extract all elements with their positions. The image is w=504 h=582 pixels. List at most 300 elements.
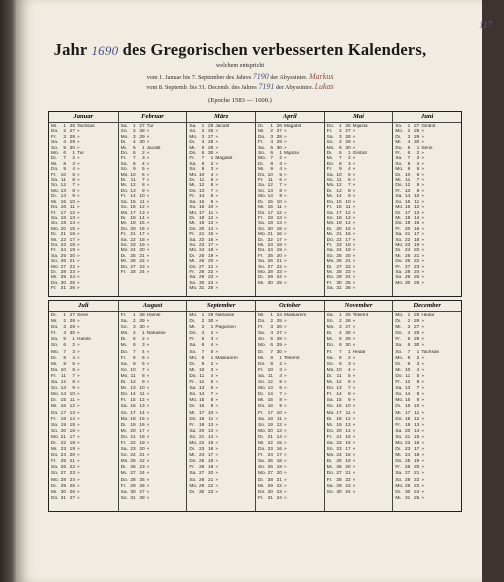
ethiopian-month: » [77, 167, 80, 173]
ethiopian-month: Sene [77, 313, 89, 318]
gregorian-day: 10 [60, 367, 66, 373]
gregorian-day: 24 [130, 453, 136, 459]
month-name: September [187, 301, 255, 312]
gregorian-day: 28 [198, 269, 205, 275]
weekday: So. [395, 237, 403, 243]
weekday: Mi. [189, 325, 196, 331]
weekday: Sa. [51, 380, 59, 386]
ethiopian-month: » [146, 319, 150, 325]
weekday: Di. [189, 253, 196, 259]
gregorian-day: 3 [201, 325, 205, 331]
ethiopian-month: » [352, 380, 356, 386]
weekday: Di. [257, 237, 264, 243]
ethiopian-day: 22 [345, 477, 351, 483]
gregorian-day: 9 [201, 361, 205, 367]
gregorian-day: 22 [267, 237, 273, 243]
ethiopian-day: 29 [207, 313, 214, 318]
weekday: Mi. [395, 367, 402, 373]
gregorian-day: 22 [267, 440, 273, 446]
ethiopian-day: 16 [345, 440, 351, 446]
day-list [49, 123, 118, 292]
ethiopian-month: » [215, 361, 218, 367]
weekday: So. [120, 367, 128, 373]
gregorian-day: 18 [60, 215, 66, 221]
title-prefix: Jahr [53, 40, 88, 59]
ethiopian-day: 7 [210, 392, 214, 398]
ethiopian-month: » [146, 199, 150, 205]
gregorian-day: 27 [336, 264, 342, 270]
ethiopian-month: » [77, 215, 80, 221]
ethiopian-day: 10 [413, 194, 420, 200]
weekday: Di. [51, 194, 57, 200]
ethiopian-month: » [352, 188, 356, 194]
weekday: Fr. [51, 134, 57, 140]
ethiopian-month: » [215, 477, 218, 483]
ethiopian-day: 30 [207, 151, 214, 157]
ethiopian-month: » [215, 253, 218, 259]
gregorian-day: 8 [338, 355, 342, 361]
weekday: Fr. [326, 242, 333, 248]
weekday: Fr. [395, 422, 401, 428]
ethiopian-day: 18 [413, 237, 420, 243]
ethiopian-day: 14 [276, 221, 282, 227]
ethiopian-month: » [77, 453, 80, 459]
ethiopian-month: » [421, 355, 424, 361]
ethiopian-day: 12 [276, 210, 282, 216]
gregorian-day: 18 [130, 215, 136, 221]
gregorian-day: 26 [60, 465, 66, 471]
ethiopian-day: 9 [210, 404, 214, 410]
ethiopian-month: » [283, 404, 287, 410]
weekday: Fr. [257, 253, 264, 259]
ethiopian-month: » [421, 477, 424, 483]
gregorian-day: 30 [404, 489, 411, 495]
gregorian-day: 24 [60, 248, 66, 254]
gregorian-day: 28 [198, 477, 205, 483]
weekday: So. [257, 380, 266, 386]
gregorian-day: 9 [132, 167, 136, 173]
weekday: Mo. [120, 210, 129, 216]
ethiopian-month: » [283, 447, 287, 453]
gregorian-day: 8 [63, 355, 66, 361]
gregorian-day: 7 [132, 156, 136, 162]
weekday: Do. [189, 331, 197, 337]
ethiopian-day: 9 [210, 199, 214, 205]
weekday: Mi. [395, 140, 402, 146]
weekday: Fr. [189, 232, 195, 238]
ethiopian-month: » [352, 422, 356, 428]
gregorian-day: 15 [198, 199, 205, 205]
gregorian-day: 12 [60, 380, 66, 386]
weekday: Mo. [51, 188, 59, 194]
calendar-table-top [48, 111, 462, 297]
ethiopian-month: Ginbot [352, 151, 367, 157]
ethiopian-month: » [283, 337, 287, 343]
weekday: Mi. [257, 129, 265, 135]
ethiopian-month: » [77, 349, 80, 355]
gregorian-day: 8 [132, 355, 136, 361]
ethiopian-day: 13 [345, 422, 351, 428]
weekday: So. [395, 124, 403, 129]
weekday: Do. [189, 151, 197, 157]
ethiopian-month: Jacatit [215, 124, 230, 129]
gregorian-day: 11 [130, 178, 136, 184]
ethiopian-day: 12 [413, 205, 420, 211]
ethiopian-month: » [77, 286, 80, 292]
ethiopian-month: » [283, 331, 287, 337]
ethiopian-month: » [352, 416, 356, 422]
weekday: Sa. [189, 275, 197, 281]
gregorian-day: 18 [404, 416, 411, 422]
weekday: Sa. [326, 398, 334, 404]
ethiopian-month: » [352, 199, 356, 205]
ethiopian-month: » [283, 183, 287, 189]
gregorian-day: 13 [130, 386, 136, 392]
ethiopian-month: » [283, 221, 287, 227]
weekday: Do. [120, 264, 129, 270]
gregorian-day: 9 [63, 167, 66, 173]
ethiopian-month: » [77, 410, 80, 416]
ethiopian-month: » [421, 259, 424, 265]
weekday: Fr. [51, 172, 57, 178]
gregorian-day: 26 [336, 259, 342, 265]
gregorian-day: 13 [198, 188, 205, 194]
month-name: November [325, 301, 393, 312]
ethiopian-month: » [215, 343, 218, 349]
ethiopian-month: » [283, 367, 287, 373]
weekday: Di. [395, 210, 402, 216]
weekday: Fr. [51, 286, 57, 292]
ethiopian-day: 14 [69, 221, 75, 227]
weekday: Mi. [326, 232, 334, 238]
weekday: Mo. [120, 134, 129, 140]
gregorian-day: 2 [338, 319, 342, 325]
ethiopian-day: 3 [210, 367, 214, 373]
ethiopian-day: 11 [70, 398, 75, 404]
weekday: Fr. [326, 167, 333, 173]
ethiopian-month: » [77, 398, 80, 404]
ethiopian-day: 27 [139, 124, 145, 129]
weekday: Di. [257, 434, 264, 440]
weekday: Sa. [257, 331, 266, 337]
ethiopian-month: » [77, 361, 80, 367]
ethiopian-day: 28 [276, 134, 282, 140]
ethiopian-day: 27 [69, 313, 75, 318]
ethiopian-month: » [421, 269, 424, 275]
ethiopian-day: 6 [72, 367, 75, 373]
weekday: Di. [326, 416, 333, 422]
ethiopian-day: 13 [276, 215, 282, 221]
gregorian-day: 24 [267, 248, 273, 254]
ethiopian-day: 13 [69, 410, 75, 416]
weekday: So. [120, 410, 128, 416]
weekday: Sa. [120, 319, 128, 325]
ethiopian-month: » [283, 156, 287, 162]
ethiopian-day: 25 [345, 280, 351, 286]
weekday: So. [326, 361, 334, 367]
ethiopian-month: » [352, 167, 356, 173]
ethiopian-month: » [146, 477, 150, 483]
ethiopian-month: » [146, 337, 150, 343]
gregorian-day: 11 [199, 373, 205, 379]
range-line-1-text: vom 1. Januar bis 7. September des Jahres [146, 74, 252, 81]
day-row [258, 281, 322, 286]
ethiopian-day: 4 [210, 172, 214, 178]
gregorian-day: 2 [338, 129, 342, 135]
ethiopian-day: 7 [279, 183, 282, 189]
ethiopian-month: » [283, 343, 287, 349]
gregorian-day: 29 [60, 275, 66, 281]
gregorian-day: 6 [63, 151, 66, 157]
ethiopian-day: 19 [345, 459, 351, 465]
gregorian-day: 27 [130, 264, 136, 270]
month-column [186, 301, 255, 511]
weekday: Do. [395, 459, 403, 465]
ethiopian-day: 19 [276, 465, 282, 471]
weekday: Mi. [326, 194, 334, 200]
ethiopian-day: 9 [141, 188, 145, 194]
ethiopian-month: » [283, 459, 287, 465]
ethiopian-month: » [421, 221, 424, 227]
ethiopian-month: » [77, 373, 80, 379]
weekday: So. [51, 183, 59, 189]
ethiopian-day: 27 [276, 331, 282, 337]
weekday: Fr. [395, 465, 401, 471]
weekday: Fr. [120, 194, 127, 200]
gregorian-day: 7 [407, 156, 411, 162]
ethiopian-day: 1 [347, 349, 351, 355]
month-column [392, 112, 461, 296]
ethiopian-month: » [77, 392, 80, 398]
gregorian-day: 11 [61, 178, 66, 184]
weekday: Di. [51, 440, 57, 446]
weekday: Mo. [51, 264, 59, 270]
ethiopian-day: 14 [413, 428, 420, 434]
gregorian-day: 22 [404, 440, 411, 446]
weekday: Di. [326, 331, 333, 337]
ethiopian-day: 22 [139, 459, 145, 465]
weekday: Do. [326, 428, 335, 434]
weekday: So. [51, 471, 59, 477]
gregorian-day: 31 [130, 495, 136, 501]
ethiopian-day: 23 [413, 264, 420, 270]
ethiopian-day: 30 [276, 349, 282, 355]
ethiopian-month: » [215, 434, 218, 440]
weekday: Di. [326, 459, 333, 465]
ethiopian-month: » [77, 183, 80, 189]
ethiopian-month: » [77, 156, 80, 162]
gregorian-day: 10 [130, 367, 136, 373]
weekday: Mo. [51, 226, 59, 232]
gregorian-day: 20 [404, 428, 411, 434]
weekday: Di. [189, 140, 196, 146]
gregorian-day: 28 [404, 269, 411, 275]
ethiopian-day: 8 [210, 194, 214, 200]
ethiopian-month: » [283, 483, 287, 489]
ethiopian-month: » [215, 349, 218, 355]
gregorian-day: 9 [63, 361, 66, 367]
ethiopian-month: » [146, 183, 150, 189]
ethiopian-month: » [421, 361, 424, 367]
weekday: Do. [51, 325, 59, 331]
ethiopian-day: 18 [413, 453, 420, 459]
weekday: Sa. [326, 210, 334, 216]
gregorian-day: 5 [63, 145, 66, 151]
ethiopian-day: 25 [413, 495, 420, 501]
weekday: Mi. [189, 453, 196, 459]
ethiopian-month: » [283, 232, 287, 238]
ethiopian-month: » [77, 465, 80, 471]
weekday: So. [326, 140, 334, 146]
gregorian-day: 3 [338, 134, 342, 140]
ethiopian-day: 20 [69, 253, 75, 259]
weekday: Do. [257, 404, 266, 410]
gregorian-day: 3 [270, 134, 273, 140]
weekday: Fr. [257, 140, 264, 146]
ethiopian-month: » [421, 140, 424, 146]
ethiopian-month: » [283, 453, 287, 459]
gregorian-day: 25 [336, 253, 342, 259]
gregorian-day: 7 [132, 349, 136, 355]
weekday: Sa. [120, 124, 128, 129]
gregorian-day: 17 [336, 410, 342, 416]
weekday: Do. [51, 367, 59, 373]
ethiopian-month: » [283, 416, 287, 422]
ethiopian-day: 16 [139, 422, 145, 428]
ethiopian-day: 10 [207, 410, 214, 416]
gregorian-day: 10 [130, 172, 136, 178]
ethiopian-day: 26 [207, 129, 214, 135]
gregorian-day: 8 [132, 161, 136, 167]
gregorian-day: 11 [405, 373, 411, 379]
gregorian-day: 29 [336, 275, 342, 281]
ethiopian-day: 1 [416, 349, 420, 355]
ethiopian-day: 6 [72, 178, 75, 184]
gregorian-day: 15 [404, 398, 411, 404]
ethiopian-day: 21 [345, 471, 351, 477]
ethiopian-day: 27 [276, 129, 282, 135]
gregorian-day: 1 [201, 313, 205, 318]
weekday: Sa. [326, 248, 334, 254]
weekday: Do. [395, 221, 403, 227]
ethiopian-month: » [215, 319, 218, 325]
ethiopian-day: 29 [69, 140, 75, 146]
ethiopian-day: 12 [207, 215, 214, 221]
ethiopian-month: » [421, 343, 424, 349]
ethiopian-month: » [215, 471, 218, 477]
ethiopian-month: » [283, 210, 287, 216]
ethiopian-day: 1 [72, 151, 75, 157]
ethiopian-month: » [146, 495, 150, 501]
ethiopian-month: » [215, 367, 218, 373]
range-line-1 [40, 72, 440, 81]
ethiopian-month: Ginbot [421, 124, 436, 129]
weekday: Mo. [189, 313, 198, 318]
weekday: Fr. [120, 232, 127, 238]
weekday: Di. [326, 151, 333, 157]
ethiopian-day: 26 [276, 124, 282, 129]
day-list [325, 123, 393, 292]
gregorian-day: 26 [130, 465, 136, 471]
gregorian-day: 2 [63, 129, 66, 135]
ethiopian-day: 25 [207, 286, 214, 292]
ethiopian-day: 5 [347, 172, 351, 178]
weekday: Di. [51, 313, 57, 318]
ethiopian-day: 2 [72, 156, 75, 162]
ethiopian-month: » [352, 194, 356, 200]
gregorian-day: 11 [268, 373, 273, 379]
weekday: Fr. [326, 205, 333, 211]
ethiopian-month: » [421, 483, 424, 489]
weekday: Sa. [395, 343, 403, 349]
ethiopian-day: 20 [345, 253, 351, 259]
gregorian-day: 14 [404, 392, 411, 398]
ethiopian-day: 7 [279, 392, 282, 398]
ethiopian-month: » [352, 325, 356, 331]
ethiopian-day: 1 [416, 145, 420, 151]
gregorian-day: 12 [336, 183, 342, 189]
weekday: So. [120, 129, 128, 135]
weekday: Mi. [395, 325, 402, 331]
ethiopian-month: » [283, 325, 287, 331]
gregorian-day: 7 [338, 349, 342, 355]
weekday: Do. [120, 226, 129, 232]
gregorian-day: 13 [60, 386, 66, 392]
gregorian-day: 19 [198, 422, 205, 428]
ethiopian-day: 24 [69, 275, 75, 281]
ethiopian-month: » [215, 398, 218, 404]
gregorian-day: 21 [267, 232, 273, 238]
ethiopian-month: » [352, 355, 356, 361]
ethiopian-month: » [77, 199, 80, 205]
gregorian-day: 22 [60, 237, 66, 243]
ethiopian-day: 20 [139, 248, 145, 254]
ethiopian-month: » [215, 151, 218, 157]
ethiopian-month: » [215, 237, 218, 243]
ethiopian-month: » [77, 269, 80, 275]
ethiopian-day: 23 [139, 465, 145, 471]
weekday: Mi. [120, 221, 128, 227]
ethiopian-day: 17 [139, 232, 145, 238]
gregorian-day: 3 [63, 325, 66, 331]
weekday: Mi. [189, 367, 196, 373]
gregorian-day: 5 [407, 145, 411, 151]
gregorian-day: 23 [404, 242, 411, 248]
gregorian-day: 17 [130, 210, 136, 216]
gregorian-day: 30 [267, 280, 273, 286]
weekday: Mo. [189, 398, 198, 404]
weekday: Do. [326, 199, 335, 205]
weekday: Di. [51, 355, 57, 361]
ethiopian-day: 9 [347, 194, 351, 200]
weekday: Mi. [257, 398, 265, 404]
ethiopian-month: » [283, 280, 287, 286]
weekday: Mo. [395, 280, 404, 286]
weekday: Mi. [120, 428, 128, 434]
ethiopian-day: 24 [345, 489, 351, 495]
ethiopian-day: 28 [139, 313, 145, 318]
gregorian-day: 3 [132, 134, 136, 140]
weekday: Sa. [120, 447, 128, 453]
gregorian-day: 15 [60, 199, 66, 205]
weekday: So. [395, 161, 403, 167]
gregorian-day: 11 [199, 178, 205, 184]
ethiopian-month: » [77, 275, 80, 281]
ethiopian-day: 20 [276, 471, 282, 477]
weekday: Mo. [257, 156, 266, 162]
ethiopian-day: 28 [413, 129, 420, 135]
gregorian-day: 24 [198, 453, 205, 459]
